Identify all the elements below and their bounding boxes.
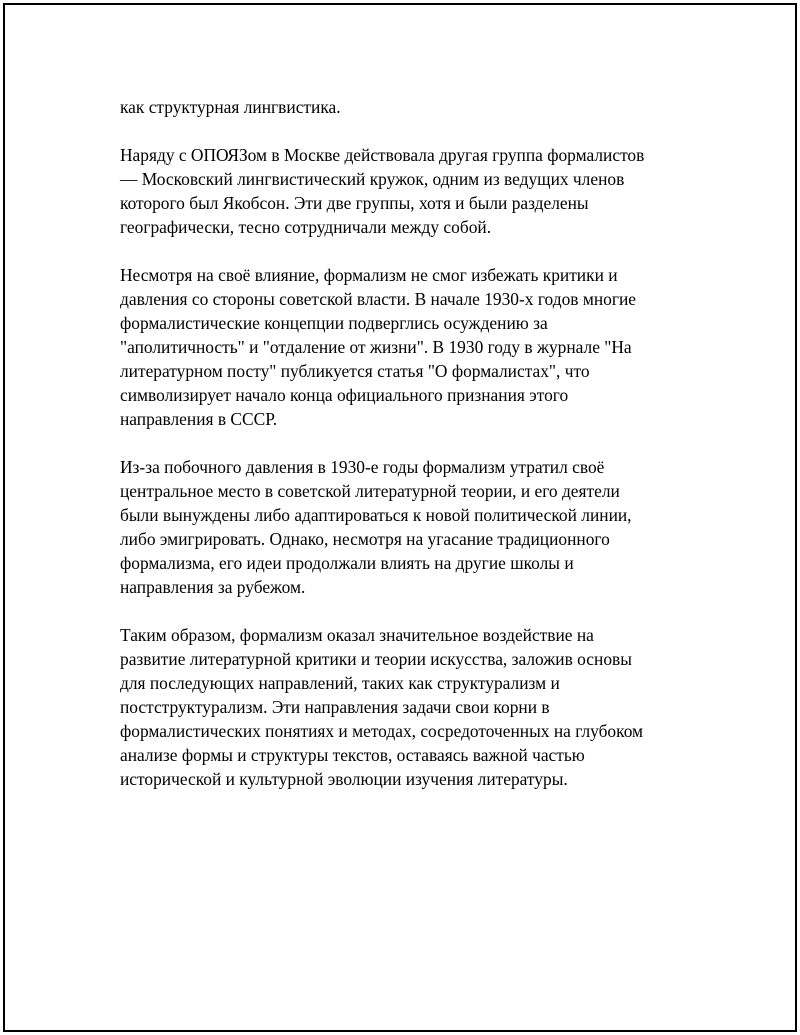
text-line: исторической и культурной эволюции изучения литературы. — [120, 769, 568, 789]
text-line: Несмотря на своё влияние, формализм не смог избежать критики и — [120, 265, 618, 285]
text-line: которого был Якобсон. Эти две группы, хотя и были разделены — [120, 193, 589, 213]
paragraph — [120, 263, 700, 431]
text-line: Наряду с ОПОЯЗом в Москве действовала другая группа формалистов — [120, 145, 645, 165]
text-line: литературном посту" публикуется статья "О формалистах", что — [120, 361, 590, 381]
text-line: Из-за побочного давления в 1930-е годы формализм утратил своё — [120, 457, 605, 477]
text-line: центральное место в советской литературной теории, и его деятели — [120, 481, 620, 501]
text-line: развитие литературной критики и теории искусства, заложив основы — [120, 649, 632, 669]
paragraph — [120, 623, 700, 791]
text-line: символизирует начало конца официального признания этого — [120, 385, 569, 405]
text-line: как структурная лингвистика. — [120, 97, 341, 117]
text-line: "аполитичность" и "отдаление от жизни". В 1930 году в журнале "На — [120, 337, 632, 357]
text-line: — Московский лингвистический кружок, одним из ведущих членов — [120, 169, 625, 189]
text-line: анализе формы и структуры текстов, оставаясь важной частью — [120, 745, 585, 765]
text-line: Таким образом, формализм оказал значительное воздействие на — [120, 625, 594, 645]
text-line: либо эмигрировать. Однако, несмотря на угасание традиционного — [120, 529, 610, 549]
document-body — [120, 95, 700, 815]
paragraph — [120, 143, 700, 239]
text-line: географически, тесно сотрудничали между собой. — [120, 217, 492, 237]
text-line: направления в СССР. — [120, 409, 278, 429]
text-line: для последующих направлений, таких как структурализм и — [120, 673, 560, 693]
text-line: формалистических понятиях и методах, сосредоточенных на глубоком — [120, 721, 644, 741]
text-line: были вынуждены либо адаптироваться к новой политической линии, — [120, 505, 632, 525]
paragraph — [120, 95, 700, 119]
document-page — [3, 3, 797, 1032]
text-line: давления со стороны советской власти. В начале 1930-х годов многие — [120, 289, 636, 309]
text-line: направления за рубежом. — [120, 577, 306, 597]
paragraph — [120, 455, 700, 599]
text-line: формалистические концепции подверглись осуждению за — [120, 313, 548, 333]
text-line: постструктурализм. Эти направления задачи свои корни в — [120, 697, 550, 717]
text-line: формализма, его идеи продолжали влиять на другие школы и — [120, 553, 574, 573]
